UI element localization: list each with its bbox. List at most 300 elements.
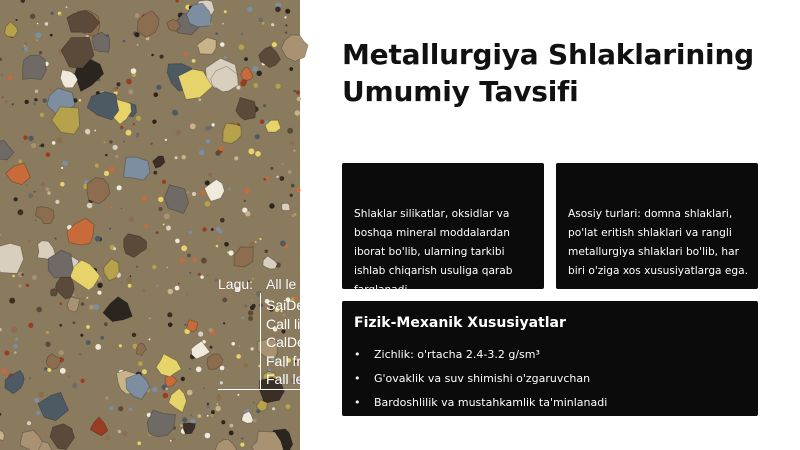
aggregate-stone bbox=[23, 55, 47, 80]
grit-speck bbox=[18, 209, 24, 215]
grit-speck bbox=[187, 254, 191, 258]
grit-speck bbox=[151, 54, 154, 57]
grit-speck bbox=[29, 377, 32, 380]
grit-speck bbox=[187, 390, 193, 396]
grit-speck bbox=[272, 42, 277, 47]
grit-speck bbox=[222, 298, 227, 303]
grit-speck bbox=[220, 381, 223, 384]
grit-speck bbox=[26, 284, 29, 287]
grit-speck bbox=[172, 110, 178, 116]
grit-speck bbox=[244, 189, 249, 194]
grit-speck bbox=[72, 383, 77, 388]
grit-speck bbox=[198, 273, 201, 276]
grit-speck bbox=[220, 42, 225, 47]
grit-speck bbox=[121, 208, 123, 210]
grit-speck bbox=[118, 406, 123, 411]
grit-speck bbox=[60, 182, 65, 187]
grit-speck bbox=[292, 214, 295, 217]
grit-speck bbox=[252, 66, 258, 72]
grit-speck bbox=[112, 87, 117, 92]
grit-speck bbox=[215, 406, 220, 411]
grit-speck bbox=[181, 377, 185, 381]
grit-speck bbox=[253, 402, 255, 404]
grit-speck bbox=[24, 42, 27, 45]
grit-speck bbox=[38, 392, 44, 398]
grit-speck bbox=[66, 6, 68, 8]
grit-speck bbox=[267, 177, 270, 180]
bullet-icon: • bbox=[354, 372, 361, 385]
grit-speck bbox=[120, 126, 123, 129]
grit-speck bbox=[208, 173, 212, 177]
grit-speck bbox=[39, 51, 42, 54]
grit-speck bbox=[212, 351, 214, 353]
grit-speck bbox=[250, 306, 255, 311]
overlay-first-row: All le bbox=[266, 276, 297, 292]
grit-speck bbox=[211, 414, 214, 417]
grit-speck bbox=[142, 196, 147, 201]
grit-speck bbox=[220, 366, 225, 371]
grit-speck bbox=[149, 318, 151, 320]
grit-speck bbox=[95, 164, 99, 168]
grit-speck bbox=[123, 141, 125, 143]
grit-speck bbox=[156, 231, 159, 234]
grit-speck bbox=[152, 120, 156, 124]
grit-speck bbox=[94, 130, 96, 132]
grit-speck bbox=[97, 283, 102, 288]
grit-speck bbox=[175, 156, 178, 159]
types-text: Asosiy turlari: domna shlaklari, po'lat eritish shlaklari va rangli metallurgiya shlaklari bo'lib, har biri o'ziga xos xususiyatlarga ega. bbox=[568, 208, 749, 277]
grit-speck bbox=[245, 211, 250, 216]
property-text: Zichlik: o'rtacha 2.4-3.2 g/sm³ bbox=[374, 348, 540, 361]
grit-speck bbox=[189, 272, 191, 274]
grit-speck bbox=[35, 219, 37, 221]
grit-speck bbox=[156, 285, 158, 287]
aggregate-stone bbox=[124, 157, 150, 180]
grit-speck bbox=[168, 289, 174, 295]
grit-speck bbox=[209, 126, 213, 130]
grit-speck bbox=[130, 275, 132, 277]
grit-speck bbox=[153, 171, 157, 175]
grit-speck bbox=[260, 120, 265, 125]
grit-speck bbox=[296, 90, 300, 94]
grit-speck bbox=[192, 59, 196, 63]
grit-speck bbox=[156, 85, 161, 90]
grit-speck bbox=[284, 16, 286, 18]
grit-speck bbox=[121, 282, 123, 284]
grit-speck bbox=[285, 32, 287, 34]
grit-speck bbox=[198, 331, 203, 336]
grit-speck bbox=[258, 18, 263, 23]
grit-speck bbox=[207, 415, 209, 417]
grit-speck bbox=[241, 33, 244, 36]
grit-speck bbox=[104, 141, 106, 143]
grit-speck bbox=[180, 258, 185, 263]
grit-speck bbox=[79, 99, 82, 102]
grit-speck bbox=[126, 79, 132, 85]
grit-speck bbox=[51, 12, 54, 15]
grit-speck bbox=[285, 9, 290, 14]
grit-speck bbox=[59, 350, 64, 355]
grit-speck bbox=[295, 110, 300, 115]
grit-speck bbox=[80, 334, 83, 337]
grit-speck bbox=[297, 97, 301, 101]
grit-speck bbox=[4, 100, 8, 104]
grit-speck bbox=[82, 298, 84, 300]
grit-speck bbox=[116, 82, 120, 86]
bullet-icon: • bbox=[354, 348, 361, 361]
bullet-icon: • bbox=[354, 396, 361, 409]
list-item bbox=[354, 391, 607, 415]
grit-speck bbox=[296, 188, 301, 193]
grit-speck bbox=[8, 75, 13, 80]
composition-text: Shlaklar silikatlar, oksidlar va boshqa mineral moddalardan iborat bo'lib, ularning tarkibi ishlab chiqarish usuliga qarab farqlanadi. bbox=[354, 208, 513, 296]
grit-speck bbox=[215, 32, 218, 35]
grit-speck bbox=[244, 304, 248, 308]
properties-card bbox=[342, 301, 758, 416]
grit-speck bbox=[1, 74, 3, 76]
overlay-row: SaiDe bbox=[266, 297, 305, 313]
grit-speck bbox=[79, 353, 82, 356]
grit-speck bbox=[276, 84, 281, 89]
grit-speck bbox=[192, 192, 196, 196]
grit-speck bbox=[131, 68, 137, 74]
grit-speck bbox=[68, 375, 71, 378]
grit-speck bbox=[21, 273, 24, 276]
grit-speck bbox=[293, 90, 296, 93]
grit-speck bbox=[23, 136, 27, 140]
grit-speck bbox=[211, 228, 214, 231]
grit-speck bbox=[42, 98, 47, 103]
grit-speck bbox=[207, 403, 209, 405]
grit-speck bbox=[86, 297, 88, 299]
grit-speck bbox=[89, 305, 94, 310]
grit-speck bbox=[55, 200, 59, 204]
grit-speck bbox=[149, 338, 151, 340]
grit-speck bbox=[223, 322, 225, 324]
grit-speck bbox=[290, 141, 294, 145]
list-item bbox=[354, 343, 607, 367]
grit-speck bbox=[285, 404, 290, 409]
grit-speck bbox=[36, 307, 42, 313]
grit-speck bbox=[12, 275, 15, 278]
grit-speck bbox=[184, 52, 188, 56]
grit-speck bbox=[109, 228, 111, 230]
grit-speck bbox=[165, 139, 167, 141]
grit-speck bbox=[239, 44, 245, 50]
grit-speck bbox=[193, 257, 197, 261]
grit-speck bbox=[109, 140, 112, 143]
grit-speck bbox=[123, 40, 126, 43]
grit-speck bbox=[46, 331, 49, 334]
grit-speck bbox=[248, 316, 253, 321]
grit-speck bbox=[32, 275, 37, 280]
grit-speck bbox=[253, 83, 258, 88]
grit-speck bbox=[276, 176, 278, 178]
grit-speck bbox=[199, 98, 202, 101]
grit-speck bbox=[30, 14, 35, 19]
grit-speck bbox=[240, 81, 246, 87]
grit-speck bbox=[163, 224, 165, 226]
grit-speck bbox=[123, 431, 128, 436]
grit-speck bbox=[248, 148, 254, 154]
grit-speck bbox=[60, 14, 62, 16]
grit-speck bbox=[142, 369, 147, 374]
grit-speck bbox=[126, 130, 132, 136]
grit-speck bbox=[73, 294, 75, 296]
grit-speck bbox=[4, 351, 9, 356]
grit-speck bbox=[175, 239, 180, 244]
grit-speck bbox=[290, 194, 293, 197]
grit-speck bbox=[269, 203, 274, 208]
grit-speck bbox=[289, 67, 293, 71]
grit-speck bbox=[129, 407, 133, 411]
grit-speck bbox=[210, 346, 213, 349]
grit-speck bbox=[205, 433, 211, 439]
composition-card bbox=[342, 163, 544, 296]
grit-speck bbox=[211, 410, 215, 414]
grit-speck bbox=[152, 265, 156, 269]
grit-speck bbox=[154, 92, 159, 97]
grit-speck bbox=[147, 54, 149, 56]
grit-speck bbox=[240, 443, 244, 447]
grit-speck bbox=[167, 312, 172, 317]
grit-speck bbox=[117, 185, 122, 190]
grit-speck bbox=[215, 150, 220, 155]
properties-heading: Fizik-Mexanik Xususiyatlar bbox=[354, 315, 566, 331]
grit-speck bbox=[238, 345, 240, 347]
grit-speck bbox=[127, 278, 133, 284]
grit-speck bbox=[166, 226, 171, 231]
grit-speck bbox=[81, 302, 85, 306]
grit-speck bbox=[134, 32, 139, 37]
grit-speck bbox=[42, 433, 44, 435]
grit-speck bbox=[12, 103, 14, 105]
grit-speck bbox=[25, 100, 29, 104]
grit-speck bbox=[142, 289, 145, 292]
grit-speck bbox=[152, 387, 158, 393]
grit-speck bbox=[230, 424, 234, 428]
grit-speck bbox=[119, 344, 122, 347]
grit-speck bbox=[275, 7, 281, 13]
grit-speck bbox=[188, 230, 192, 234]
grit-speck bbox=[205, 201, 211, 207]
grit-speck bbox=[138, 361, 143, 366]
grit-speck bbox=[190, 123, 196, 129]
grit-speck bbox=[33, 102, 36, 105]
grit-speck bbox=[59, 302, 62, 305]
grit-speck bbox=[226, 369, 228, 371]
grit-speck bbox=[52, 141, 56, 145]
grit-speck bbox=[220, 218, 225, 223]
grit-speck bbox=[104, 322, 108, 326]
grit-speck bbox=[168, 323, 173, 328]
grit-speck bbox=[61, 167, 63, 169]
grit-speck bbox=[118, 430, 121, 433]
grit-speck bbox=[39, 145, 41, 147]
grit-speck bbox=[222, 23, 224, 25]
grit-speck bbox=[207, 405, 210, 408]
grit-speck bbox=[18, 160, 22, 164]
grit-speck bbox=[216, 395, 221, 400]
list-item bbox=[354, 367, 607, 391]
grit-speck bbox=[34, 191, 36, 193]
grit-speck bbox=[248, 310, 253, 315]
grit-speck bbox=[109, 406, 113, 410]
grit-speck bbox=[105, 396, 108, 399]
grit-speck bbox=[263, 178, 266, 181]
grit-speck bbox=[86, 340, 91, 345]
grit-speck bbox=[24, 46, 29, 51]
grit-speck bbox=[201, 190, 206, 195]
property-text: G'ovaklik va suv shimishi o'zgaruvchan bbox=[374, 372, 591, 385]
grit-speck bbox=[189, 368, 191, 370]
grit-speck bbox=[16, 19, 18, 21]
grit-speck bbox=[27, 421, 31, 425]
grit-speck bbox=[253, 419, 256, 422]
grit-speck bbox=[291, 184, 295, 188]
grit-speck bbox=[190, 414, 192, 416]
grit-speck bbox=[243, 363, 248, 368]
grit-speck bbox=[287, 128, 293, 134]
grit-speck bbox=[178, 283, 180, 285]
grit-speck bbox=[135, 13, 140, 18]
grit-speck bbox=[228, 188, 231, 191]
grit-speck bbox=[207, 275, 209, 277]
grit-speck bbox=[97, 291, 101, 295]
grit-speck bbox=[81, 379, 85, 383]
grit-speck bbox=[175, 286, 180, 291]
grit-speck bbox=[18, 284, 22, 288]
grit-speck bbox=[263, 104, 266, 107]
grit-speck bbox=[201, 258, 207, 264]
grit-speck bbox=[206, 139, 211, 144]
grit-speck bbox=[31, 143, 36, 148]
grit-speck bbox=[282, 163, 284, 165]
grit-speck bbox=[251, 300, 253, 302]
grit-speck bbox=[186, 294, 188, 296]
grit-speck bbox=[162, 180, 166, 184]
overlay-row: Fall fr bbox=[266, 352, 301, 369]
grit-speck bbox=[219, 146, 224, 151]
grit-speck bbox=[45, 22, 49, 26]
grit-speck bbox=[259, 238, 261, 240]
grit-speck bbox=[35, 90, 39, 94]
grit-speck bbox=[236, 354, 241, 359]
types-card bbox=[556, 163, 758, 289]
overlay-bottom-rule bbox=[218, 389, 300, 390]
grit-speck bbox=[209, 328, 213, 332]
grit-speck bbox=[34, 398, 39, 403]
grit-speck bbox=[49, 89, 52, 92]
grit-speck bbox=[94, 304, 100, 310]
grit-speck bbox=[14, 351, 16, 353]
grit-speck bbox=[250, 347, 253, 350]
grit-speck bbox=[159, 207, 163, 211]
grit-speck bbox=[200, 275, 203, 278]
grit-speck bbox=[221, 420, 225, 424]
grit-speck bbox=[172, 438, 176, 442]
grit-speck bbox=[113, 247, 116, 250]
grit-speck bbox=[224, 10, 227, 13]
grit-speck bbox=[257, 71, 262, 76]
grit-speck bbox=[128, 284, 132, 288]
grit-speck bbox=[196, 367, 202, 373]
grit-speck bbox=[216, 245, 219, 248]
grit-speck bbox=[128, 89, 133, 94]
grit-speck bbox=[113, 145, 118, 150]
grit-speck bbox=[241, 437, 243, 439]
grit-speck bbox=[216, 227, 220, 231]
grit-speck bbox=[203, 387, 205, 389]
grit-speck bbox=[34, 98, 37, 101]
grit-speck bbox=[41, 144, 45, 148]
grit-speck bbox=[100, 336, 104, 340]
grit-speck bbox=[136, 134, 140, 138]
grit-speck bbox=[164, 213, 170, 219]
grit-speck bbox=[136, 266, 138, 268]
grit-speck bbox=[15, 338, 18, 341]
grit-speck bbox=[86, 325, 90, 329]
overlay-label: Lagu: bbox=[218, 276, 254, 292]
grit-speck bbox=[109, 166, 115, 172]
grit-speck bbox=[85, 129, 90, 134]
grit-speck bbox=[137, 441, 141, 445]
overlay-row: Call li bbox=[266, 315, 301, 332]
properties-list bbox=[354, 343, 607, 415]
grit-speck bbox=[272, 407, 275, 410]
grit-speck bbox=[158, 197, 163, 202]
grit-speck bbox=[62, 161, 67, 166]
grit-speck bbox=[55, 238, 57, 240]
grit-speck bbox=[28, 136, 33, 141]
grit-speck bbox=[60, 368, 66, 374]
grit-speck bbox=[2, 369, 8, 375]
grit-speck bbox=[288, 170, 292, 174]
grit-speck bbox=[271, 23, 274, 26]
grit-speck bbox=[237, 394, 239, 396]
grit-speck bbox=[165, 388, 168, 391]
aggregate-texture bbox=[0, 0, 300, 450]
grit-speck bbox=[44, 367, 47, 370]
grit-speck bbox=[181, 245, 187, 251]
grit-speck bbox=[47, 191, 50, 194]
grit-speck bbox=[132, 333, 136, 337]
grit-speck bbox=[197, 192, 199, 194]
grit-speck bbox=[11, 327, 17, 333]
grit-speck bbox=[40, 182, 45, 187]
grit-speck bbox=[255, 241, 257, 243]
grit-speck bbox=[234, 156, 238, 160]
grit-speck bbox=[182, 155, 186, 159]
grit-speck bbox=[167, 267, 169, 269]
grit-speck bbox=[244, 200, 246, 202]
grit-speck bbox=[46, 152, 51, 157]
grit-speck bbox=[170, 440, 172, 442]
grit-speck bbox=[247, 6, 253, 12]
grit-speck bbox=[244, 57, 248, 61]
overlay-list bbox=[260, 296, 305, 389]
grit-speck bbox=[228, 250, 233, 255]
grit-speck bbox=[199, 150, 205, 156]
grit-speck bbox=[293, 150, 295, 152]
grit-speck bbox=[28, 323, 33, 328]
grit-speck bbox=[57, 137, 63, 143]
grit-speck bbox=[2, 96, 4, 98]
grit-speck bbox=[95, 344, 101, 350]
grit-speck bbox=[105, 436, 110, 441]
grit-speck bbox=[28, 193, 33, 198]
overlay-row: Fall le bbox=[266, 371, 304, 387]
